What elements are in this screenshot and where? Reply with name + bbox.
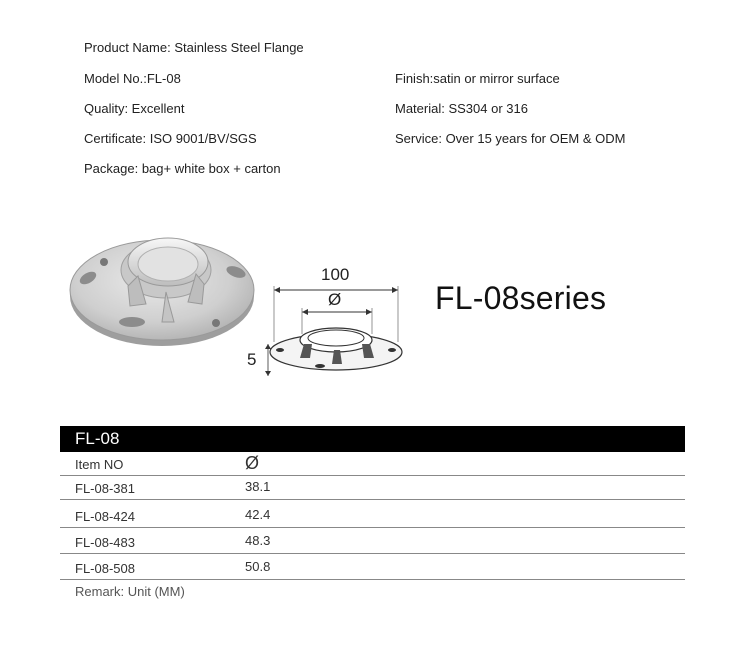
cell-item-no: FL-08-424 <box>75 509 135 524</box>
cell-diameter: 48.3 <box>245 533 271 548</box>
cell-diameter: 42.4 <box>245 507 271 522</box>
spec-product-name: Product Name: Stainless Steel Flange <box>84 40 304 55</box>
spec-material: Material: SS304 or 316 <box>395 101 528 116</box>
dimension-width-label: 100 <box>321 265 350 284</box>
spec-quality: Quality: Excellent <box>84 101 185 116</box>
remark-text: Remark: Unit (MM) <box>75 584 185 599</box>
table-title: FL-08 <box>60 426 685 452</box>
spec-model-no: Model No.:FL-08 <box>84 71 181 86</box>
dimension-height-label: 5 <box>247 350 257 369</box>
cell-item-no: FL-08-483 <box>75 535 135 550</box>
table-row <box>60 476 685 500</box>
flange-product-image <box>66 226 266 356</box>
header-diameter: Ø <box>245 453 260 473</box>
spec-service: Service: Over 15 years for OEM & ODM <box>395 131 626 146</box>
cell-diameter: 50.8 <box>245 559 271 574</box>
table-row <box>60 554 685 580</box>
spec-certificate: Certificate: ISO 9001/BV/SGS <box>84 131 257 146</box>
header-item-no: Item NO <box>75 457 124 472</box>
cell-item-no: FL-08-508 <box>75 561 135 576</box>
cell-item-no: FL-08-381 <box>75 481 135 496</box>
table-row <box>60 528 685 554</box>
series-title: FL-08series <box>435 280 607 316</box>
table-row <box>60 502 685 528</box>
spec-finish: Finish:satin or mirror surface <box>395 71 560 86</box>
table-header-row <box>60 452 685 476</box>
cell-diameter: 38.1 <box>245 479 271 494</box>
dimension-diameter-label: Ø <box>328 290 342 309</box>
spec-package: Package: bag+ white box + carton <box>84 161 281 176</box>
